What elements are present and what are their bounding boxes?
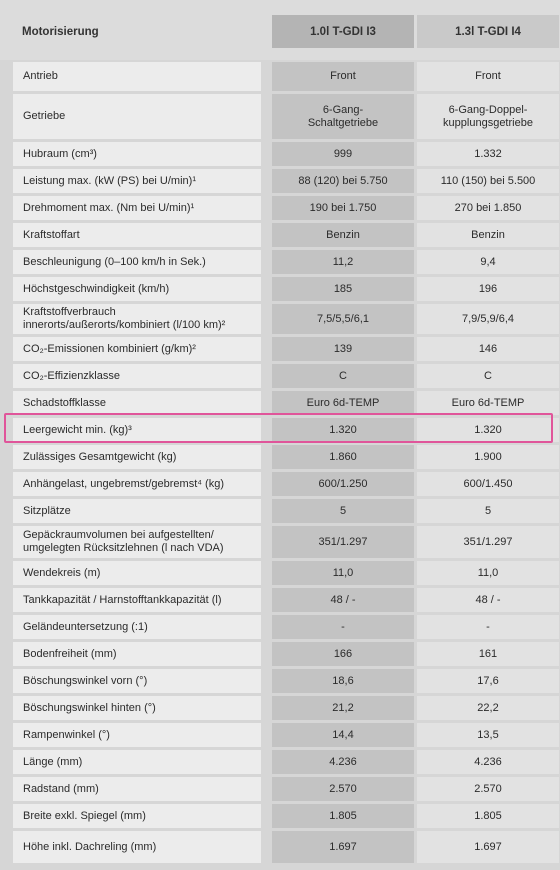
row-label: Tankkapazität / Harnstofftankkapazität (l) bbox=[13, 588, 261, 612]
table-row bbox=[0, 363, 560, 389]
table-row bbox=[0, 249, 560, 275]
row-label: Höhe inkl. Dachreling (mm) bbox=[13, 831, 261, 863]
table-header bbox=[0, 0, 560, 60]
row-label: Bodenfreiheit (mm) bbox=[13, 642, 261, 666]
row-label: Hubraum (cm³) bbox=[13, 142, 261, 166]
row-value-col-1: 88 (120) bei 5.750 bbox=[272, 169, 414, 193]
row-value-col-2: 6-Gang-Doppel- kupplungsgetriebe bbox=[417, 94, 559, 139]
row-label: Sitzplätze bbox=[13, 499, 261, 523]
table-row bbox=[0, 525, 560, 559]
row-value-col-2: Euro 6d-TEMP bbox=[417, 391, 559, 415]
row-value-col-2: Benzin bbox=[417, 223, 559, 247]
table-row bbox=[0, 222, 560, 248]
row-value-col-2: 161 bbox=[417, 642, 559, 666]
table-row bbox=[0, 471, 560, 497]
table-row bbox=[0, 587, 560, 613]
row-value-col-1: 4.236 bbox=[272, 750, 414, 774]
row-value-col-1: Front bbox=[272, 62, 414, 91]
row-value-col-2: 196 bbox=[417, 277, 559, 301]
row-label: Leergewicht min. (kg)³ bbox=[13, 418, 261, 442]
row-value-col-1: 166 bbox=[272, 642, 414, 666]
row-label: Beschleunigung (0–100 km/h in Sek.) bbox=[13, 250, 261, 274]
row-value-col-1: - bbox=[272, 615, 414, 639]
row-label: Gepäckraumvolumen bei aufgestellten/ umgelegten Rücksitzlehnen (l nach VDA) bbox=[13, 526, 261, 558]
row-value-col-1: 190 bei 1.750 bbox=[272, 196, 414, 220]
row-value-col-2: 270 bei 1.850 bbox=[417, 196, 559, 220]
row-value-col-1: 6-Gang- Schaltgetriebe bbox=[272, 94, 414, 139]
table-row bbox=[0, 276, 560, 302]
row-value-col-1: 5 bbox=[272, 499, 414, 523]
row-label: Anhängelast, ungebremst/gebremst⁴ (kg) bbox=[13, 472, 261, 496]
row-value-col-2: 22,2 bbox=[417, 696, 559, 720]
row-value-col-1: 1.320 bbox=[272, 418, 414, 442]
row-value-col-2: 1.697 bbox=[417, 831, 559, 863]
row-value-col-1: C bbox=[272, 364, 414, 388]
header-label: Motorisierung bbox=[22, 25, 99, 38]
row-value-col-2: Front bbox=[417, 62, 559, 91]
row-value-col-1: 1.805 bbox=[272, 804, 414, 828]
table-row bbox=[0, 417, 560, 443]
table-row bbox=[0, 61, 560, 92]
row-value-col-1: 1.697 bbox=[272, 831, 414, 863]
table-row bbox=[0, 141, 560, 167]
row-value-col-1: 2.570 bbox=[272, 777, 414, 801]
table-row bbox=[0, 722, 560, 748]
table-row bbox=[0, 303, 560, 335]
row-value-col-1: 11,2 bbox=[272, 250, 414, 274]
table-row bbox=[0, 641, 560, 667]
row-label: Wendekreis (m) bbox=[13, 561, 261, 585]
row-label: Höchstgeschwindigkeit (km/h) bbox=[13, 277, 261, 301]
row-label: Böschungswinkel hinten (°) bbox=[13, 696, 261, 720]
row-label: Drehmoment max. (Nm bei U/min)¹ bbox=[13, 196, 261, 220]
row-label: Antrieb bbox=[13, 62, 261, 91]
row-value-col-1: 600/1.250 bbox=[272, 472, 414, 496]
row-label: Leistung max. (kW (PS) bei U/min)¹ bbox=[13, 169, 261, 193]
row-value-col-1: 351/1.297 bbox=[272, 526, 414, 558]
row-label: Getriebe bbox=[13, 94, 261, 139]
table-row bbox=[0, 830, 560, 864]
table-row bbox=[0, 803, 560, 829]
row-value-col-1: 7,5/5,5/6,1 bbox=[272, 304, 414, 334]
row-value-col-2: 7,9/5,9/6,4 bbox=[417, 304, 559, 334]
table-row bbox=[0, 390, 560, 416]
row-value-col-2: 4.236 bbox=[417, 750, 559, 774]
row-value-col-2: 351/1.297 bbox=[417, 526, 559, 558]
row-value-col-2: 17,6 bbox=[417, 669, 559, 693]
table-row bbox=[0, 168, 560, 194]
row-label: Rampenwinkel (°) bbox=[13, 723, 261, 747]
row-value-col-2: 1.332 bbox=[417, 142, 559, 166]
row-label: Geländeuntersetzung (:1) bbox=[13, 615, 261, 639]
row-label: Radstand (mm) bbox=[13, 777, 261, 801]
table-row bbox=[0, 93, 560, 140]
row-label: Kraftstoffart bbox=[13, 223, 261, 247]
row-label: Schadstoffklasse bbox=[13, 391, 261, 415]
table-row bbox=[0, 776, 560, 802]
table-row bbox=[0, 749, 560, 775]
table-row bbox=[0, 695, 560, 721]
row-value-col-1: 139 bbox=[272, 337, 414, 361]
row-value-col-1: Benzin bbox=[272, 223, 414, 247]
row-value-col-2: 600/1.450 bbox=[417, 472, 559, 496]
row-value-col-2: 2.570 bbox=[417, 777, 559, 801]
row-value-col-2: 146 bbox=[417, 337, 559, 361]
header-col-2: 1.3l T-GDI I4 bbox=[417, 15, 559, 48]
row-label: Breite exkl. Spiegel (mm) bbox=[13, 804, 261, 828]
row-value-col-1: 14,4 bbox=[272, 723, 414, 747]
table-row bbox=[0, 444, 560, 470]
row-value-col-1: 185 bbox=[272, 277, 414, 301]
row-value-col-2: 1.320 bbox=[417, 418, 559, 442]
row-label: CO₂-Effizienzklasse bbox=[13, 364, 261, 388]
table-row bbox=[0, 195, 560, 221]
header-col-1: 1.0l T-GDI I3 bbox=[272, 15, 414, 48]
row-value-col-1: 1.860 bbox=[272, 445, 414, 469]
table-row bbox=[0, 336, 560, 362]
row-label: Kraftstoffverbrauch innerorts/außerorts/kombiniert (l/100 km)² bbox=[13, 304, 261, 334]
row-value-col-2: 1.805 bbox=[417, 804, 559, 828]
row-value-col-2: - bbox=[417, 615, 559, 639]
row-value-col-2: 13,5 bbox=[417, 723, 559, 747]
row-value-col-2: 5 bbox=[417, 499, 559, 523]
row-value-col-1: 999 bbox=[272, 142, 414, 166]
row-label: Zulässiges Gesamtgewicht (kg) bbox=[13, 445, 261, 469]
row-value-col-2: C bbox=[417, 364, 559, 388]
row-value-col-2: 48 / - bbox=[417, 588, 559, 612]
row-value-col-1: 21,2 bbox=[272, 696, 414, 720]
row-label: Länge (mm) bbox=[13, 750, 261, 774]
row-value-col-2: 1.900 bbox=[417, 445, 559, 469]
row-value-col-1: 18,6 bbox=[272, 669, 414, 693]
table-row bbox=[0, 668, 560, 694]
row-value-col-1: Euro 6d-TEMP bbox=[272, 391, 414, 415]
row-value-col-2: 9,4 bbox=[417, 250, 559, 274]
row-value-col-2: 110 (150) bei 5.500 bbox=[417, 169, 559, 193]
table-row bbox=[0, 560, 560, 586]
row-label: CO₂-Emissionen kombiniert (g/km)² bbox=[13, 337, 261, 361]
table-row bbox=[0, 614, 560, 640]
row-label: Böschungswinkel vorn (°) bbox=[13, 669, 261, 693]
row-value-col-1: 48 / - bbox=[272, 588, 414, 612]
row-value-col-1: 11,0 bbox=[272, 561, 414, 585]
table-row bbox=[0, 498, 560, 524]
row-value-col-2: 11,0 bbox=[417, 561, 559, 585]
